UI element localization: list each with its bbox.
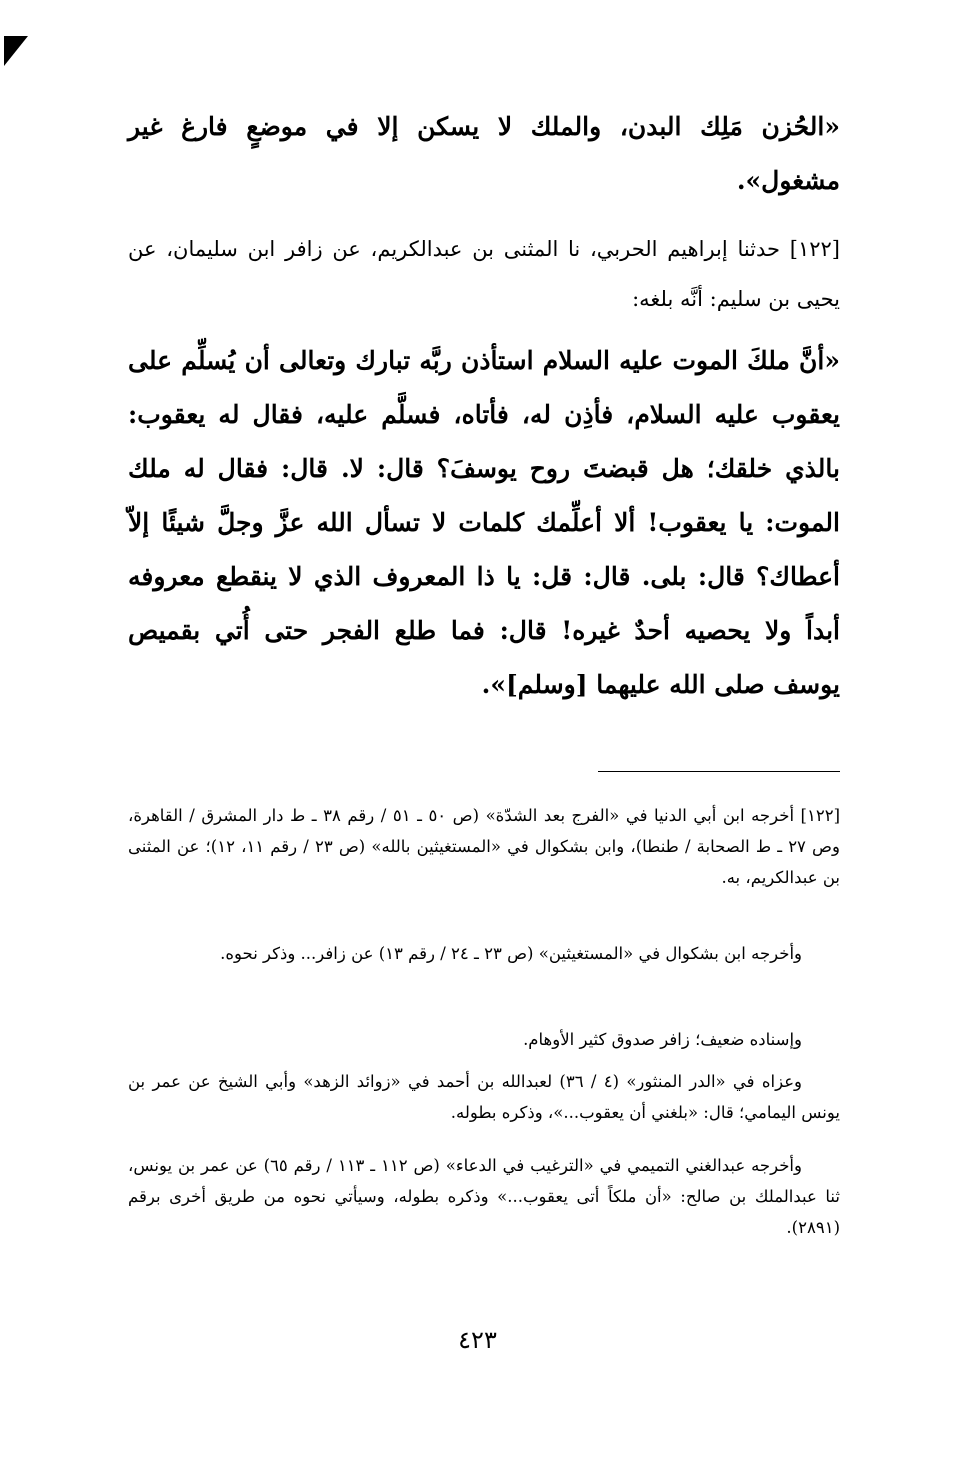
narration-paragraph-122: [١٢٢] حدثنا إبراهيم الحربي، نا المثنى بن عبدالكريم، عن زافر ابن سليمان، عن يحيى بن سليم: أنَّه بلغه: xyxy=(128,237,840,311)
footnote-5: وأخرجه عبدالغني التميمي في «الترغيب في الدعاء» (ص ١١٢ ـ ١١٣ / رقم ٦٥) عن عمر بن يونس، ثنا عبدالملك بن صالح: «أن ملكاً أتى يعقوب...» وذكره بطوله، وسيأتي نحوه من طريق أخرى برقم (٢٨٩١). xyxy=(128,1156,840,1237)
page-number: ٤٢٣ xyxy=(458,1326,497,1354)
footnote-1: [١٢٢] أخرجه ابن أبي الدنيا في «الفرج بعد الشدّة» (ص ٥٠ ـ ٥١ / رقم ٣٨ ـ ط دار المشرق / القاهرة، وص ٢٧ ـ ط الصحابة / طنطا)، وابن بشكوال في «المستغيثين بالله» (ص ٢٣ / رقم ١١، ١٢)؛ عن المثنى بن عبدالكريم، به. xyxy=(128,806,841,887)
quote-paragraph-2: «أنَّ ملكَ الموت عليه السلام استأذن ربَّه تبارك وتعالى أن يُسلِّم على يعقوب عليه السلام، فأذِن له، فأتاه، فسلَّم عليه، فقال له يعقوب: بالذي خلقك؛ هل قبضتَ روح يوسفَ؟ قال: لا. قال: فقال له ملك الموت: يا يعقوب! ألا أعلِّمك كلمات لا تسأل الله عزَّ وجلَّ شيئًا إلاّ أعطاك؟ قال: بلى. قال: قل: يا ذا المعروف الذي لا ينقطع معروفه أبداً ولا يحصيه أحدٌ غيره! قال: فما طلع الفجر حتى أُتي بقميص يوسف صلى الله عليهما [وسلم]». xyxy=(128,346,840,699)
footnote-4: وعزاه في «الدر المنثور» (٤ / ٣٦) لعبدالله بن أحمد في «زوائد الزهد» وأبي الشيخ عن عمر بن يونس اليمامي؛ قال: «بلغني أن يعقوب...»، وذكره بطوله. xyxy=(128,1072,840,1122)
footnote-3: وإسناده ضعيف؛ زافر صدوق كثير الأوهام. xyxy=(523,1030,802,1049)
quote-paragraph-1: «الحُزن مَلِك البدن، والملك لا يسكن إلا في موضعٍ فارغ غير مشغول». xyxy=(128,112,841,195)
footnote-separator xyxy=(598,771,840,772)
corner-mark xyxy=(4,36,28,66)
footnote-2: وأخرجه ابن بشكوال في «المستغيثين» (ص ٢٣ ـ ٢٤ / رقم ١٣) عن زافر... وذكر نحوه. xyxy=(220,944,802,963)
